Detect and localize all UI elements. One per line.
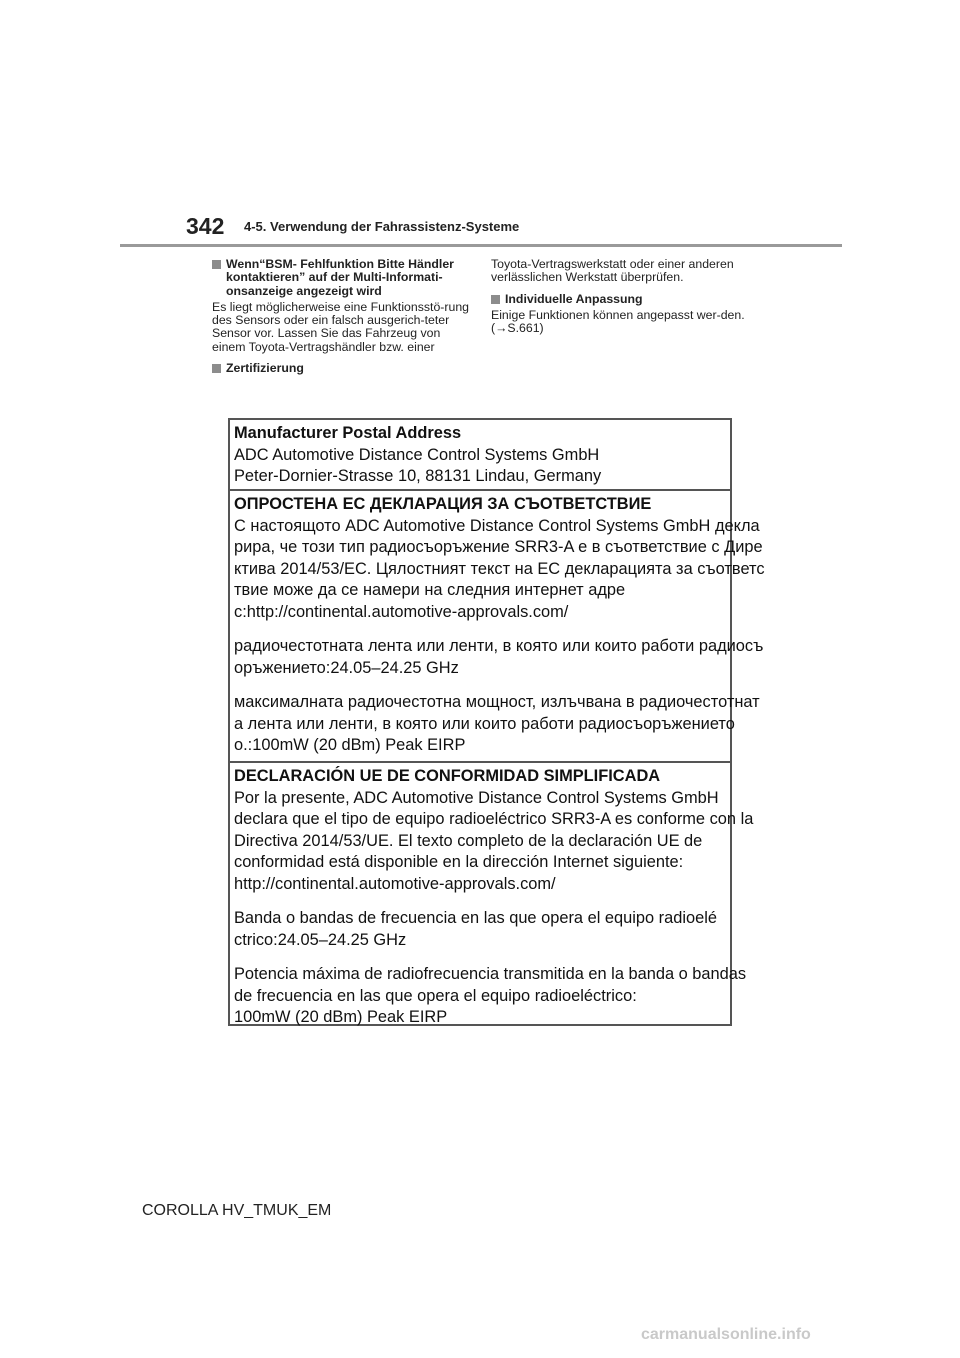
declaration-line: твие може да се намери на следния интернет адре: [234, 581, 626, 599]
bsm-malfunction-heading: [212, 258, 474, 298]
watermark: carmanualsonline.info: [641, 1326, 811, 1343]
max-power-line: de frecuencia en las que opera el equipo radioeléctrico:: [234, 986, 637, 1005]
page-number: 342: [186, 213, 225, 239]
frequency-band-line: Banda o bandas de frecuencia en las que opera el equipo radioelé: [234, 909, 717, 927]
header-divider: [120, 244, 842, 247]
square-bullet-icon: [212, 364, 221, 373]
max-power-line: о.:100mW (20 dBm) Peak EIRP: [234, 736, 466, 754]
declaration-line: ктива 2014/53/ЕС. Цялостният текст на ЕС декларацията за съответс: [234, 559, 765, 578]
address-title: Manufacturer Postal Address: [234, 424, 462, 442]
declaration-line: http://continental.automotive-approvals.com/: [234, 874, 556, 893]
certification-heading-text: Zertifizierung: [226, 361, 304, 376]
left-column: [212, 258, 474, 378]
declaration-line: с:http://continental.automotive-approvals.com/: [234, 602, 569, 621]
right-column: [491, 258, 753, 343]
square-bullet-icon: [491, 295, 500, 304]
max-power-line: максималната радиочестотна мощност, излъчвана в радиочестотнат: [234, 693, 760, 711]
declaration-line: Directiva 2014/53/UE. El texto completo de la declaración UE de: [234, 831, 703, 850]
square-bullet-icon: [212, 260, 221, 269]
certification-heading: [212, 362, 474, 375]
declaration-line: С настоящото ADC Automotive Distance Control Systems GmbH декла: [234, 516, 760, 535]
customization-heading: [491, 293, 753, 306]
bulgarian-declaration-section: [230, 491, 765, 763]
frequency-band-line: оръжението:24.05–24.25 GHz: [234, 658, 459, 677]
section-title: 4-5. Verwendung der Fahrassistenz-Systeme: [244, 219, 520, 234]
max-power-line: а лента или ленти, в която или които работи радиосъоръжението: [234, 714, 735, 733]
frequency-band-line: ctrico:24.05–24.25 GHz: [234, 930, 407, 949]
customization-text: Einige Funktionen können angepasst wer-den. (→S.661): [491, 307, 745, 336]
address-line: Peter-Dornier-Strasse 10, 88131 Lindau, Germany: [234, 467, 602, 485]
max-power-line: Potencia máxima de radiofrecuencia transmitida en la banda o bandas: [234, 965, 747, 983]
declaration-line: рира, че този тип радиосъоръжение SRR3-A е в съответствие с Дире: [234, 538, 763, 556]
bulgarian-declaration-title: ОПРОСТЕНА ЕС ДЕКЛАРАЦИЯ ЗА СЪОТВЕТСТВИЕ: [234, 495, 652, 513]
certificate-box: [228, 418, 765, 1026]
footer-model-code: COROLLA HV_TMUK_EM: [142, 1202, 332, 1219]
bsm-heading-text: Wenn“BSM- Fehlfunktion Bitte Händler kontaktieren” auf der Multi-Informati-onsanzeige angezeigt wird: [226, 257, 454, 298]
address-line: ADC Automotive Distance Control Systems GmbH: [234, 445, 600, 464]
bsm-malfunction-text: Es liegt möglicherweise eine Funktionsstö-rung des Sensors oder ein falsch ausgerich-teter Sensor vor. Lassen Sie das Fahrzeug von einem Toyota-Vertragshändler bzw. einer: [212, 299, 469, 354]
max-power-line: 100mW (20 dBm) Peak EIRP: [234, 1008, 448, 1026]
manufacturer-address-section: [230, 420, 730, 491]
declaration-line: Por la presente, ADC Automotive Distance Control Systems GmbH: [234, 788, 719, 807]
spanish-declaration-section: [230, 763, 754, 1029]
bsm-malfunction-text-continued: Toyota-Vertragswerkstatt oder einer anderen verlässlichen Werkstatt überprüfen.: [491, 257, 734, 285]
frequency-band-line: радиочестотната лента или ленти, в която или които работи радиосъ: [234, 637, 764, 655]
spanish-declaration-title: DECLARACIÓN UE DE CONFORMIDAD SIMPLIFICADA: [234, 767, 661, 785]
customization-heading-text: Individuelle Anpassung: [505, 291, 643, 306]
declaration-line: declara que el tipo de equipo radioeléctrico SRR3-A es conforme con la: [234, 810, 754, 828]
declaration-line: conformidad está disponible en la dirección Internet siguiente:: [234, 853, 684, 871]
